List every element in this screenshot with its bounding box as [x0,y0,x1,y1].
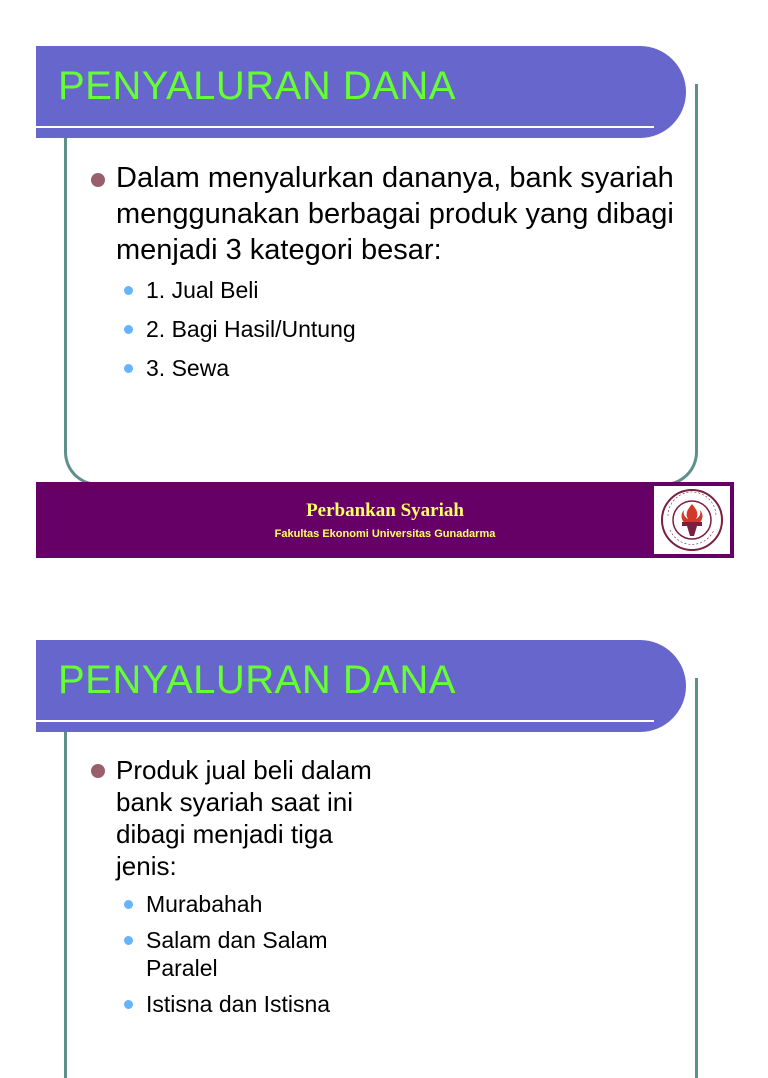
list-item-text: 2. Bagi Hasil/Untung [146,316,356,342]
slide-footer [36,482,734,558]
sub-list [124,276,688,382]
list-item [124,890,388,918]
list-item-text: 1. Jual Beli [146,277,259,303]
university-seal-icon [654,486,730,554]
slide-title: PENYALURAN DANA [58,64,456,108]
slide-2 [0,594,768,1024]
footer-title: Perbankan Syariah [306,500,464,521]
sub-bullet-dot-icon [124,1000,133,1009]
list-item [124,276,688,304]
bullet-dot-icon [91,764,105,778]
list-item-text: Istisna dan Istisna [146,991,331,1017]
main-bullet [88,160,688,268]
list-item-text: Salam dan Salam Paralel [146,927,328,981]
footer-subtitle: Fakultas Ekonomi Universitas Gunadarma [274,528,496,540]
main-bullet-text: Produk jual beli dalam bank syariah saat ini dibagi menjadi tiga jenis: [116,755,372,881]
title-underline [36,126,654,128]
university-logo [654,486,730,554]
list-item [124,990,388,1018]
list-item [124,926,388,982]
slide-title: PENYALURAN DANA [58,658,456,702]
sub-bullet-dot-icon [124,364,133,373]
slide-content [88,160,688,393]
sub-list [124,890,388,1018]
list-item-text: Murabahah [146,891,263,917]
list-item-text: 3. Sewa [146,355,230,381]
sub-bullet-dot-icon [124,900,133,909]
title-underline [36,720,654,722]
main-bullet-text: Dalam menyalurkan dananya, bank syariah menggunakan berbagai produk yang dibagi menjadi 3 kategori besar: [116,162,674,266]
list-item [124,315,688,343]
sub-bullet-dot-icon [124,325,133,334]
bullet-dot-icon [91,173,105,187]
sub-bullet-dot-icon [124,936,133,945]
main-bullet [88,754,388,882]
slide-content [88,754,388,1026]
sub-bullet-dot-icon [124,286,133,295]
list-item [124,354,688,382]
